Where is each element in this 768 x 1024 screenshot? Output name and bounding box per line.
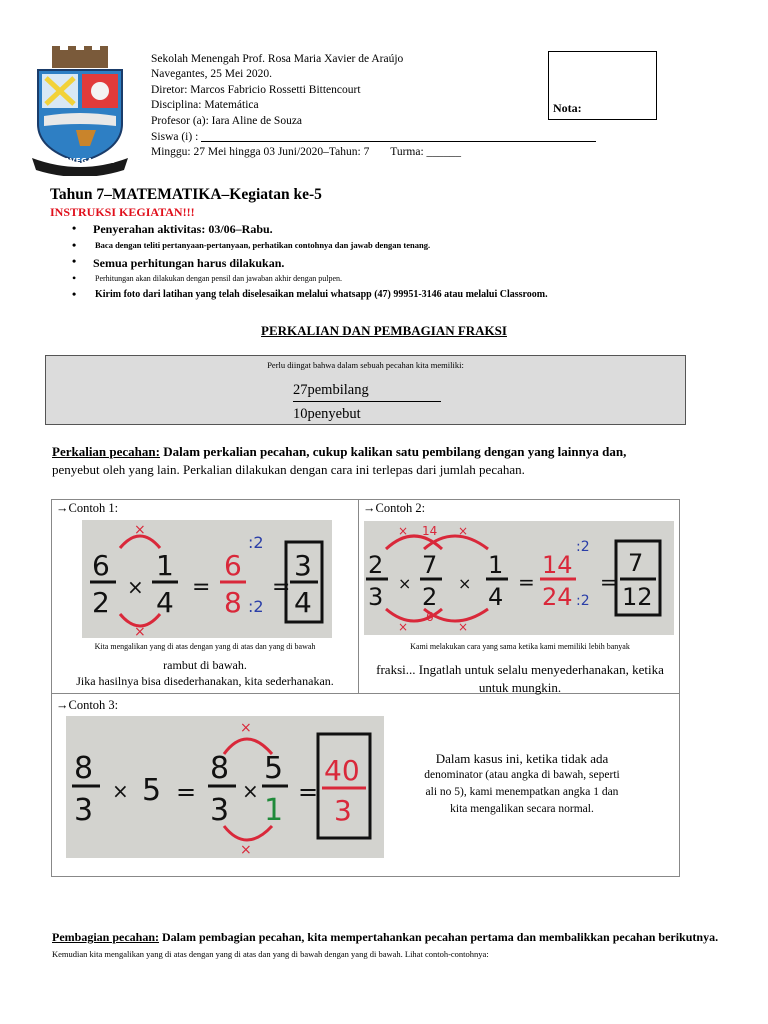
- instructions-list: [72, 221, 752, 303]
- division-intro: Pembagian pecahan: Dalam pembagian pecahan, kita mempertahankan pecahan pertama dan membalikkan pecahan berikutnya.: [52, 930, 719, 944]
- ex1-d2: 4: [156, 586, 174, 619]
- svg-text:×: ×: [134, 624, 146, 638]
- ex2-top-partial: 14: [422, 524, 438, 538]
- svg-text:×: ×: [398, 524, 409, 538]
- ex3-d1: 3: [74, 793, 94, 828]
- ex3-fd: 3: [334, 794, 352, 827]
- instructions-heading: INSTRUKSI KEGIATAN!!!: [50, 205, 195, 219]
- ex2-bottom-partial: 6: [426, 610, 434, 624]
- svg-text:=: =: [272, 575, 291, 600]
- example-2-caption-line1: fraksi... Ingatlah untuk selalu menyederhanakan, ketika: [376, 662, 664, 677]
- svg-text:×: ×: [458, 574, 472, 593]
- example-3-line3: ali no 5), kami menempatkan angka 1 dan: [425, 786, 619, 798]
- multiplication-line2: penyebut oleh yang lain. Perkalian dilakukan dengan cara ini terlepas dari jumlah pecahan.: [52, 462, 525, 477]
- ex1-n2: 1: [156, 549, 174, 582]
- section-title: PERKALIAN DAN PEMBAGIAN FRAKSI: [261, 323, 507, 338]
- svg-text:×: ×: [398, 620, 409, 634]
- fraction-denominator: 10penyebut: [293, 406, 361, 422]
- director-line: Diretor: Marcos Fabricio Rossetti Bittencourt: [151, 83, 361, 96]
- svg-text:×: ×: [240, 842, 252, 858]
- example-3-line1: Dalam kasus ini, ketika tidak ada: [435, 751, 609, 766]
- division-line2: Kemudian kita mengalikan yang di atas dengan yang di atas dan yang di bawah dengan yang di bawah. Lihat contoh-contohnya:: [52, 949, 489, 959]
- grade-label: Nota:: [553, 101, 582, 115]
- ex2-div-bot: :2: [576, 593, 590, 609]
- week-line: [151, 145, 596, 160]
- reminder-box: [45, 355, 686, 425]
- ex1-fn: 3: [294, 549, 312, 582]
- ex3-n3: 5: [264, 751, 284, 786]
- ex1-div-top: :2: [248, 533, 264, 552]
- example-1-heading: →Contoh 1:: [56, 501, 119, 515]
- example-1-caption-line1: rambut di bawah.: [163, 658, 247, 672]
- ex3-top-cross: ×: [240, 720, 252, 736]
- example-3-whiteboard: [66, 716, 384, 858]
- ex3-d2: 3: [210, 793, 230, 828]
- instruction-item: • Kirim foto dari latihan yang telah diselesaikan melalui whatsapp (47) 99951-3146 atau melalui Classroom.: [72, 287, 548, 301]
- ex3-n2: 8: [210, 751, 230, 786]
- svg-text:=: =: [600, 570, 617, 594]
- instruction-item: • Baca dengan teliti pertanyaan-pertanyaan, perhatikan contohnya dan jawab dengan tenang.: [72, 238, 431, 252]
- ex1-div-bot: :2: [248, 597, 264, 616]
- ex2-top-cross: ×: [458, 524, 469, 538]
- ex2-fd: 12: [622, 583, 653, 611]
- ex2-d1: 3: [368, 583, 384, 611]
- ex2-n3: 1: [488, 551, 504, 579]
- svg-text:×: ×: [398, 574, 412, 593]
- date-line: Navegantes, 25 Mei 2020.: [151, 68, 273, 81]
- school-name: Sekolah Menengah Prof. Rosa Maria Xavier de Araújo: [151, 53, 404, 65]
- ex1-rn: 6: [224, 549, 242, 582]
- teacher-line: Profesor (a): Iara Aline de Souza: [151, 114, 303, 127]
- svg-text:×: ×: [112, 779, 129, 803]
- ex2-n1: 2: [368, 551, 384, 579]
- reminder-text: Perlu diingat bahwa dalam sebuah pecahan kita memiliki:: [267, 360, 464, 370]
- example-1-caption-line2: Jika hasilnya bisa disederhanakan, kita sederhanakan.: [76, 674, 334, 688]
- svg-text:×: ×: [127, 575, 144, 599]
- ex3-n1: 8: [74, 751, 94, 786]
- svg-text:×: ×: [458, 620, 469, 634]
- ex3-whole: 5: [142, 773, 162, 808]
- svg-text:=: =: [176, 778, 197, 806]
- fraction-numerator: 27pembilang: [293, 382, 441, 402]
- subject-line: Disciplina: Matemática: [151, 99, 259, 112]
- ex2-div-top: :2: [576, 539, 590, 555]
- svg-text:=: =: [518, 570, 535, 594]
- ex2-fn: 7: [628, 549, 644, 577]
- example-2-caption-small: Kami melakukan cara yang sama ketika kami memiliki lebih banyak: [410, 642, 630, 651]
- example-2-caption-line2: untuk mungkin.: [478, 680, 562, 695]
- ex1-d1: 2: [92, 586, 110, 619]
- example-2-whiteboard: [364, 521, 674, 635]
- example-1-whiteboard: [82, 520, 332, 638]
- example-3-heading: →Contoh 3:: [56, 698, 119, 712]
- instruction-item: • Semua perhitungan harus dilakukan.: [72, 254, 285, 270]
- instruction-item: • Penyerahan aktivitas: 03/06–Rabu.: [72, 221, 273, 236]
- division-label: Pembagian pecahan:: [52, 930, 160, 944]
- example-1-caption-small: Kita mengalikan yang di atas dengan yang di atas dan yang di bawah: [94, 642, 316, 651]
- ex2-d3: 4: [488, 583, 504, 611]
- ex1-rd: 8: [224, 586, 242, 619]
- multiplication-label: Perkalian pecahan:: [52, 444, 160, 459]
- ex3-d3: 1: [264, 793, 284, 828]
- multiplication-intro: Perkalian pecahan: Dalam perkalian pecahan, cukup kalikan satu pembilang dengan yang lainnya dan,: [52, 444, 627, 459]
- ex2-d2: 2: [422, 583, 438, 611]
- school-crest-logo: [30, 46, 130, 176]
- example-2-heading: →Contoh 2:: [363, 501, 426, 515]
- svg-text:=: =: [192, 575, 211, 600]
- ex2-rd: 24: [542, 583, 573, 611]
- student-name-blank[interactable]: [201, 129, 596, 142]
- ex3-fn: 40: [324, 754, 360, 787]
- ex2-rn: 14: [542, 551, 573, 579]
- example-3-line2: denominator (atau angka di bawah, seperti: [424, 769, 620, 781]
- ex1-top-cross: ×: [134, 522, 146, 538]
- activity-title: Tahun 7–MATEMATIKA–Kegiatan ke-5: [50, 186, 322, 203]
- logo-ribbon-text: NAVEGANTES: [58, 157, 116, 165]
- example-3-line4: kita mengalikan secara normal.: [450, 803, 594, 815]
- grade-box[interactable]: [548, 51, 657, 120]
- week-text: Minggu: 27 Mei hingga 03 Juni/2020–Tahun: 7: [151, 146, 370, 159]
- svg-text:=: =: [298, 778, 319, 806]
- student-line: [151, 129, 596, 145]
- school-info-block: [151, 52, 596, 161]
- ex1-n1: 6: [92, 549, 110, 582]
- ex1-fd: 4: [294, 586, 312, 619]
- example-3-explanation: [392, 750, 652, 818]
- instruction-item: • Perhitungan akan dilakukan dengan pensil dan jawaban akhir dengan pulpen.: [72, 271, 343, 285]
- ex2-n2: 7: [422, 551, 438, 579]
- svg-text:×: ×: [242, 779, 259, 803]
- student-label: Siswa (i) :: [151, 131, 199, 144]
- table-divider-v: [358, 499, 359, 693]
- class-label: Turma: ______: [390, 146, 462, 159]
